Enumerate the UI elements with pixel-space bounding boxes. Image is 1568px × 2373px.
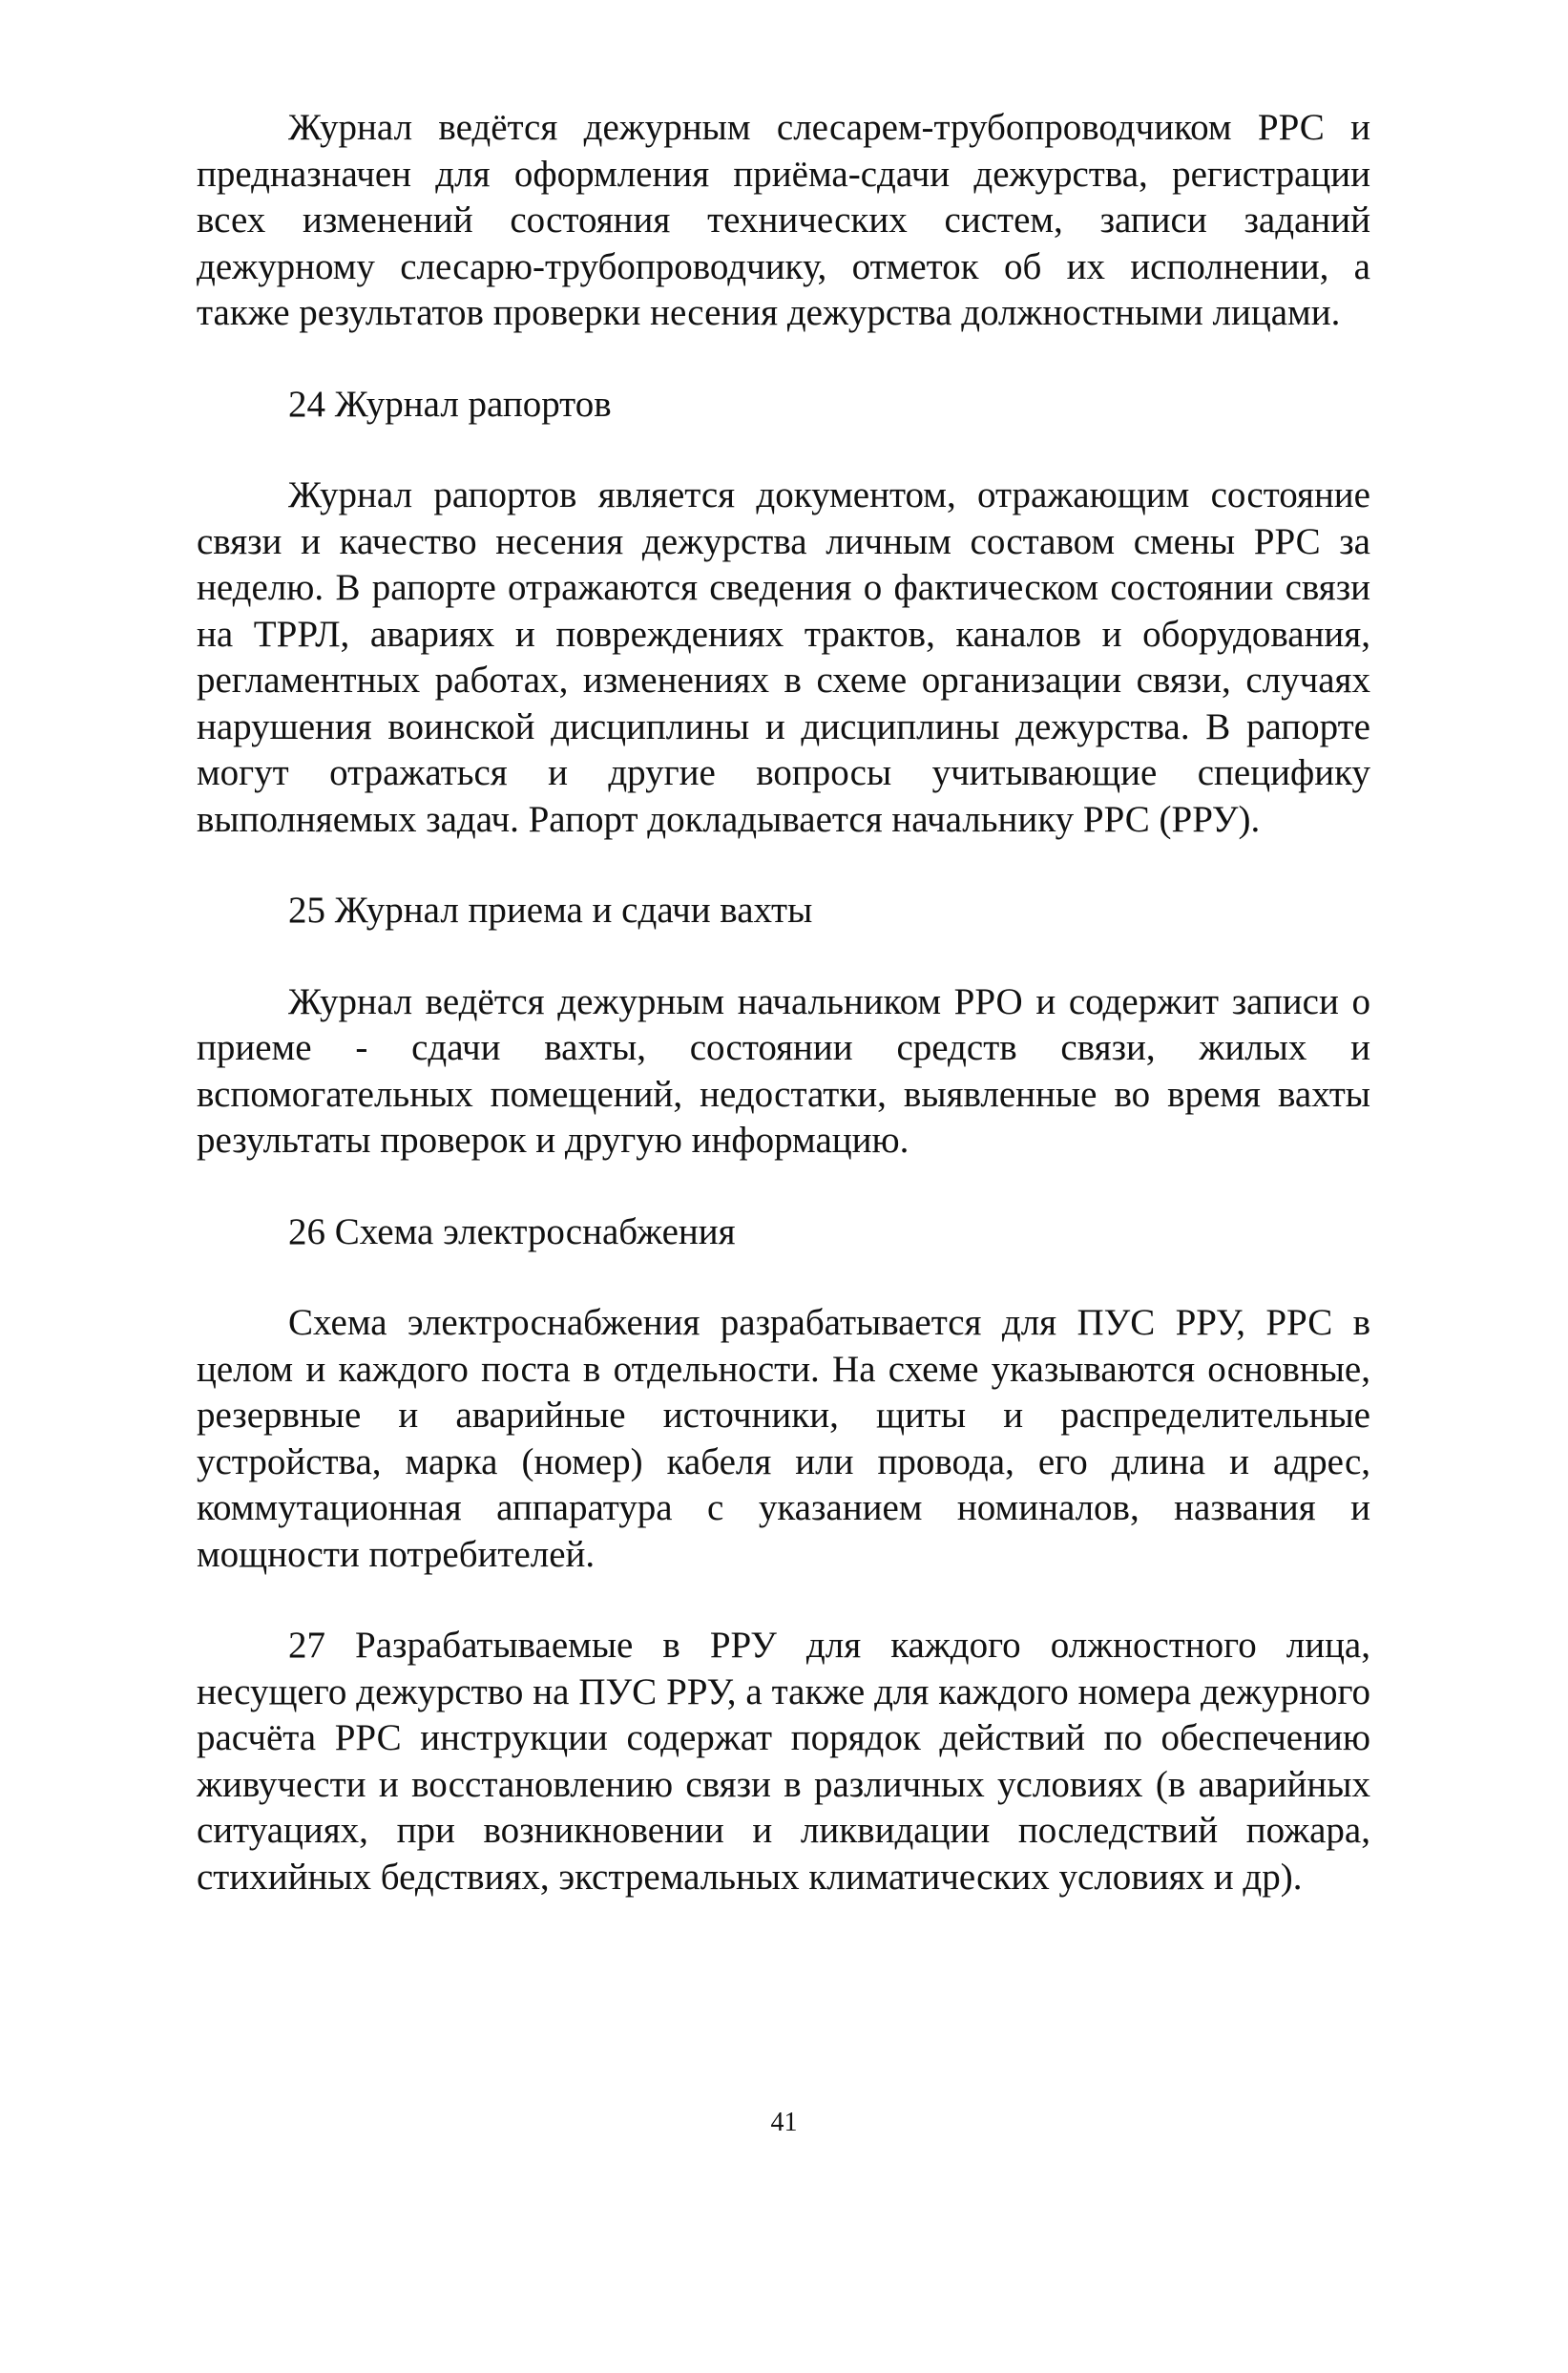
paragraph-journal-duty: Журнал ведётся дежурным слесарем-трубопроводчиком РРС и предназначен для оформления приёма-сдачи дежурства, регистрации всех изменений состояния технических систем, записи заданий дежурному слесарю-трубопроводчику, отметок об их исполнении, а также результатов проверки несения дежурства должностными лицами. [197, 107, 1370, 333]
paragraph-power-scheme: Схема электроснабжения разрабатывается для ПУС РРУ, РРС в целом и каждого поста в отдельности. На схеме указываются основные, резервные и аварийные источники, щиты и распределительные устройства, марка (номер) кабеля или провода, его длина и адрес, коммутационная аппаратура с указанием номиналов, названия и мощности потребителей. [197, 1302, 1370, 1575]
document-page [197, 105, 1370, 1900]
heading-25-watch-journal: 25 Журнал приема и сдачи вахты [288, 890, 813, 931]
paragraph-reports-journal: Журнал рапортов является документом, отражающим состояние связи и качество несения дежурства личным составом смены РРС за неделю. В рапорте отражаются сведения о фактическом состоянии связи на ТРРЛ, авариях и повреждениях трактов, каналов и оборудования, регламентных работах, изменениях в схеме организации связи, случаях нарушения воинской дисциплины и дисциплины дежурства. В рапорте могут отражаться и другие вопросы учитывающие специфику выполняемых задач. Рапорт докладывается начальнику РРС (РРУ). [197, 474, 1370, 840]
heading-24-reports-journal: 24 Журнал рапортов [288, 383, 612, 425]
paragraph-watch-journal: Журнал ведётся дежурным начальником РРО и содержит записи о приеме - сдачи вахты, состоянии средств связи, жилых и вспомогательных помещений, недостатки, выявленные во время вахты результаты проверок и другую информацию. [197, 980, 1370, 1161]
heading-26-power-scheme: 26 Схема электроснабжения [288, 1210, 736, 1252]
paragraph-27-instructions: 27 Разрабатываемые в РРУ для каждого олжностного лица, несущего дежурство на ПУС РРУ, а также для каждого номера дежурного расчёта РРС инструкции содержат порядок действий по обеспечению живучести и восстановлению связи в различных условиях (в аварийных ситуациях, при возникновении и ликвидации последствий пожара, стихийных бедствиях, экстремальных климатических условиях и др). [197, 1625, 1370, 1898]
page-number: 41 [770, 2108, 798, 2137]
